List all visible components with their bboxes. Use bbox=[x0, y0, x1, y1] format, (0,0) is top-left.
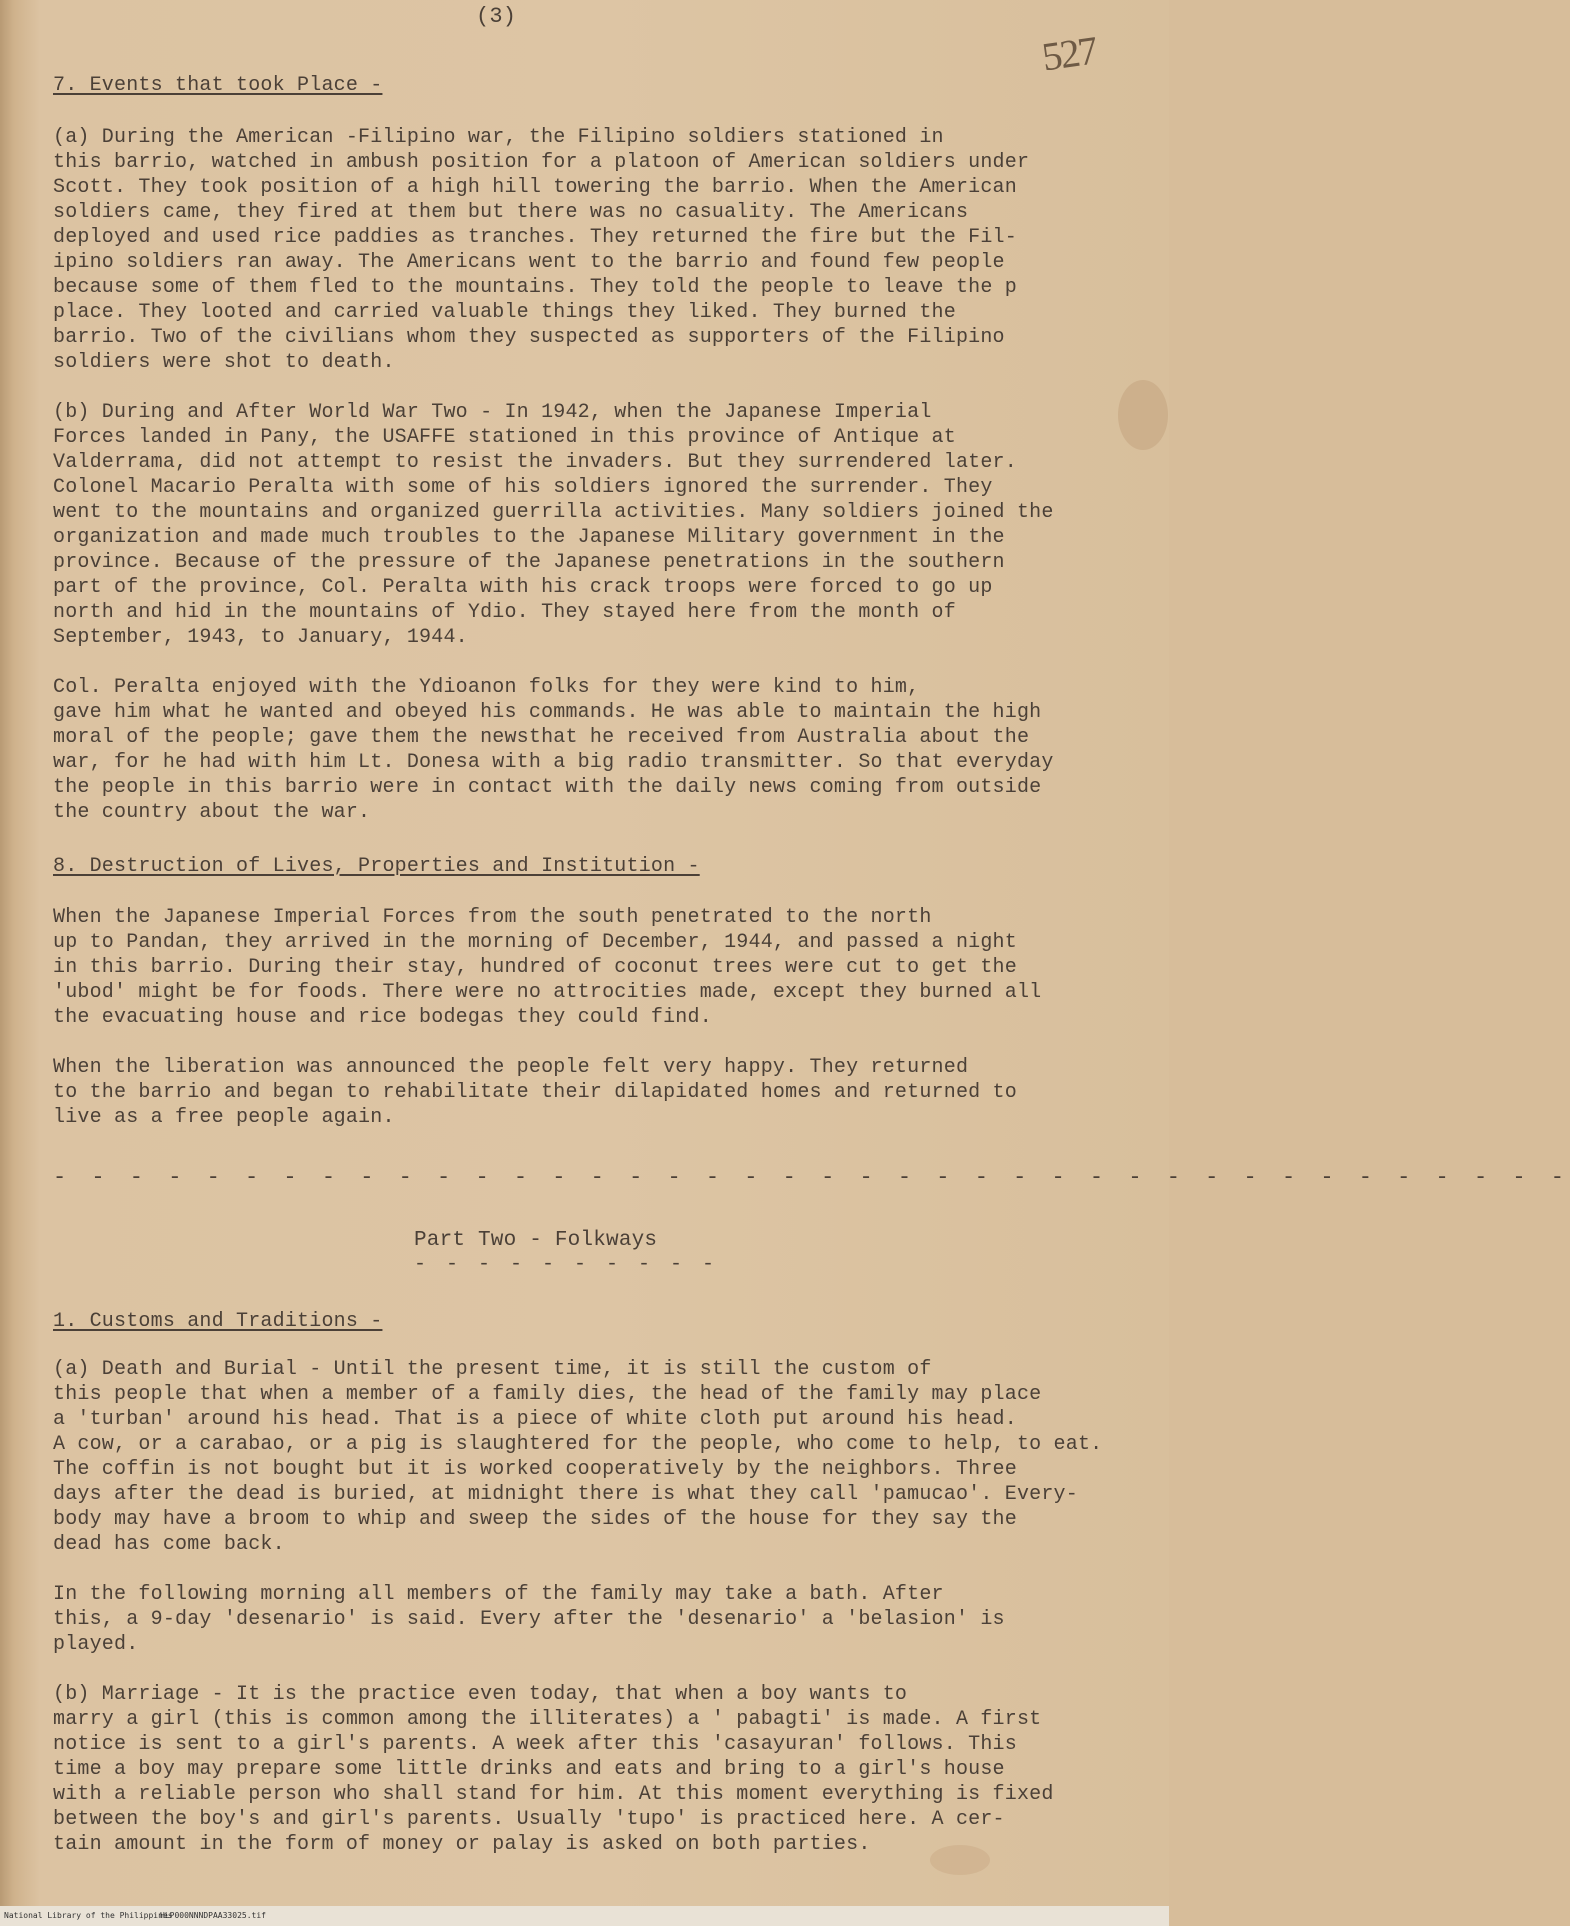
handwritten-page-stamp: 527 bbox=[1039, 27, 1099, 80]
text-line: Forces landed in Pany, the USAFFE stationed in this province of Antique at bbox=[53, 426, 956, 449]
text-line: part of the province, Col. Peralta with his crack troops were forced to go up bbox=[53, 576, 993, 599]
text-line: live as a free people again. bbox=[53, 1106, 395, 1129]
text-line: (a) Death and Burial - Until the present time, it is still the custom of bbox=[53, 1358, 932, 1381]
text-line: north and hid in the mountains of Ydio. They stayed here from the month of bbox=[53, 601, 956, 624]
text-line: war, for he had with him Lt. Donesa with a big radio transmitter. So that everyday bbox=[53, 751, 1054, 774]
text-line: organization and made much troubles to the Japanese Military government in the bbox=[53, 526, 1005, 549]
text-line: ipino soldiers ran away. The Americans went to the barrio and found few people bbox=[53, 251, 1005, 274]
text-line: this, a 9-day 'desenario' is said. Every after the 'desenario' a 'belasion' is bbox=[53, 1608, 1005, 1631]
text-line: to the barrio and began to rehabilitate their dilapidated homes and returned to bbox=[53, 1081, 1017, 1104]
text-line: province. Because of the pressure of the Japanese penetrations in the southern bbox=[53, 551, 1005, 574]
section-7-heading: 7. Events that took Place - bbox=[53, 74, 383, 97]
text-line: soldiers came, they fired at them but there was no casuality. The Americans bbox=[53, 201, 969, 224]
text-line: moral of the people; gave them the newsthat he received from Australia about the bbox=[53, 726, 1030, 749]
paper-stain bbox=[1118, 380, 1168, 450]
text-line: (b) Marriage - It is the practice even today, that when a boy wants to bbox=[53, 1683, 908, 1706]
text-line: time a boy may prepare some little drinks and eats and bring to a girl's house bbox=[53, 1758, 1005, 1781]
text-line: soldiers were shot to death. bbox=[53, 351, 395, 374]
section-8-heading: 8. Destruction of Lives, Properties and Institution - bbox=[53, 855, 700, 878]
section-divider: - - - - - - - - - - - - - - - - - - - - - - - - - - - - - - - - - - - - - - - - bbox=[53, 1165, 1570, 1190]
text-line: went to the mountains and organized guerrilla activities. Many soldiers joined the bbox=[53, 501, 1054, 524]
text-line: days after the dead is buried, at midnight there is what they call 'pamucao'. Every- bbox=[53, 1483, 1078, 1506]
text-line: Colonel Macario Peralta with some of his soldiers ignored the surrender. They bbox=[53, 476, 993, 499]
text-line: dead has come back. bbox=[53, 1533, 285, 1556]
text-line: Col. Peralta enjoyed with the Ydioanon folks for they were kind to him, bbox=[53, 676, 920, 699]
text-line: a 'turban' around his head. That is a piece of white cloth put around his head. bbox=[53, 1408, 1017, 1431]
text-line: the country about the war. bbox=[53, 801, 371, 824]
text-line: this people that when a member of a family dies, the head of the family may place bbox=[53, 1383, 1042, 1406]
text-line: (a) During the American -Filipino war, the Filipino soldiers stationed in bbox=[53, 126, 944, 149]
text-line: gave him what he wanted and obeyed his commands. He was able to maintain the high bbox=[53, 701, 1042, 724]
text-line: 'ubod' might be for foods. There were no attrocities made, except they burned all bbox=[53, 981, 1042, 1004]
text-line: in this barrio. During their stay, hundred of coconut trees were cut to get the bbox=[53, 956, 1017, 979]
text-line: up to Pandan, they arrived in the morning of December, 1944, and passed a night bbox=[53, 931, 1017, 954]
text-line: September, 1943, to January, 1944. bbox=[53, 626, 468, 649]
text-line: because some of them fled to the mountains. They told the people to leave the p bbox=[53, 276, 1017, 299]
text-line: the evacuating house and rice bodegas they could find. bbox=[53, 1006, 712, 1029]
text-line: the people in this barrio were in contact with the daily news coming from outside bbox=[53, 776, 1042, 799]
text-line: When the Japanese Imperial Forces from the south penetrated to the north bbox=[53, 906, 932, 929]
paper-stain bbox=[930, 1845, 990, 1875]
text-line: with a reliable person who shall stand for him. At this moment everything is fixed bbox=[53, 1783, 1054, 1806]
text-line: When the liberation was announced the people felt very happy. They returned bbox=[53, 1056, 969, 1079]
text-line: A cow, or a carabao, or a pig is slaughtered for the people, who come to help, to eat. bbox=[53, 1433, 1103, 1456]
customs-heading: 1. Customs and Traditions - bbox=[53, 1310, 383, 1333]
text-line: tain amount in the form of money or palay is asked on both parties. bbox=[53, 1833, 871, 1856]
text-line: Scott. They took position of a high hill towering the barrio. When the American bbox=[53, 176, 1017, 199]
text-line: Valderrama, did not attempt to resist the invaders. But they surrendered later. bbox=[53, 451, 1017, 474]
scan-footer bbox=[0, 1906, 1169, 1926]
text-line: body may have a broom to whip and sweep the sides of the house for they say the bbox=[53, 1508, 1017, 1531]
text-line: marry a girl (this is common among the illiterates) a ' pabagti' is made. A first bbox=[53, 1708, 1042, 1731]
text-line: place. They looted and carried valuable things they liked. They burned the bbox=[53, 301, 956, 324]
footer-library: National Library of the Philippines bbox=[4, 1911, 173, 1920]
text-line: this barrio, watched in ambush position for a platoon of American soldiers under bbox=[53, 151, 1030, 174]
text-line: between the boy's and girl's parents. Usually 'tupo' is practiced here. A cer- bbox=[53, 1808, 1005, 1831]
text-line: notice is sent to a girl's parents. A week after this 'casayuran' follows. This bbox=[53, 1733, 1017, 1756]
text-line: The coffin is not bought but it is worked cooperatively by the neighbors. Three bbox=[53, 1458, 1017, 1481]
text-line: barrio. Two of the civilians whom they suspected as supporters of the Filipino bbox=[53, 326, 1005, 349]
part-two-underline: - - - - - - - - - - bbox=[414, 1253, 719, 1276]
text-line: (b) During and After World War Two - In 1942, when the Japanese Imperial bbox=[53, 401, 932, 424]
footer-file: HLP000NNNDPAA33025.tif bbox=[160, 1911, 266, 1920]
text-line: played. bbox=[53, 1633, 139, 1656]
text-line: deployed and used rice paddies as tranches. They returned the fire but the Fil- bbox=[53, 226, 1017, 249]
page-number: (3) bbox=[476, 4, 517, 29]
text-line: In the following morning all members of the family may take a bath. After bbox=[53, 1583, 944, 1606]
part-two-title: Part Two - Folkways bbox=[414, 1229, 658, 1252]
